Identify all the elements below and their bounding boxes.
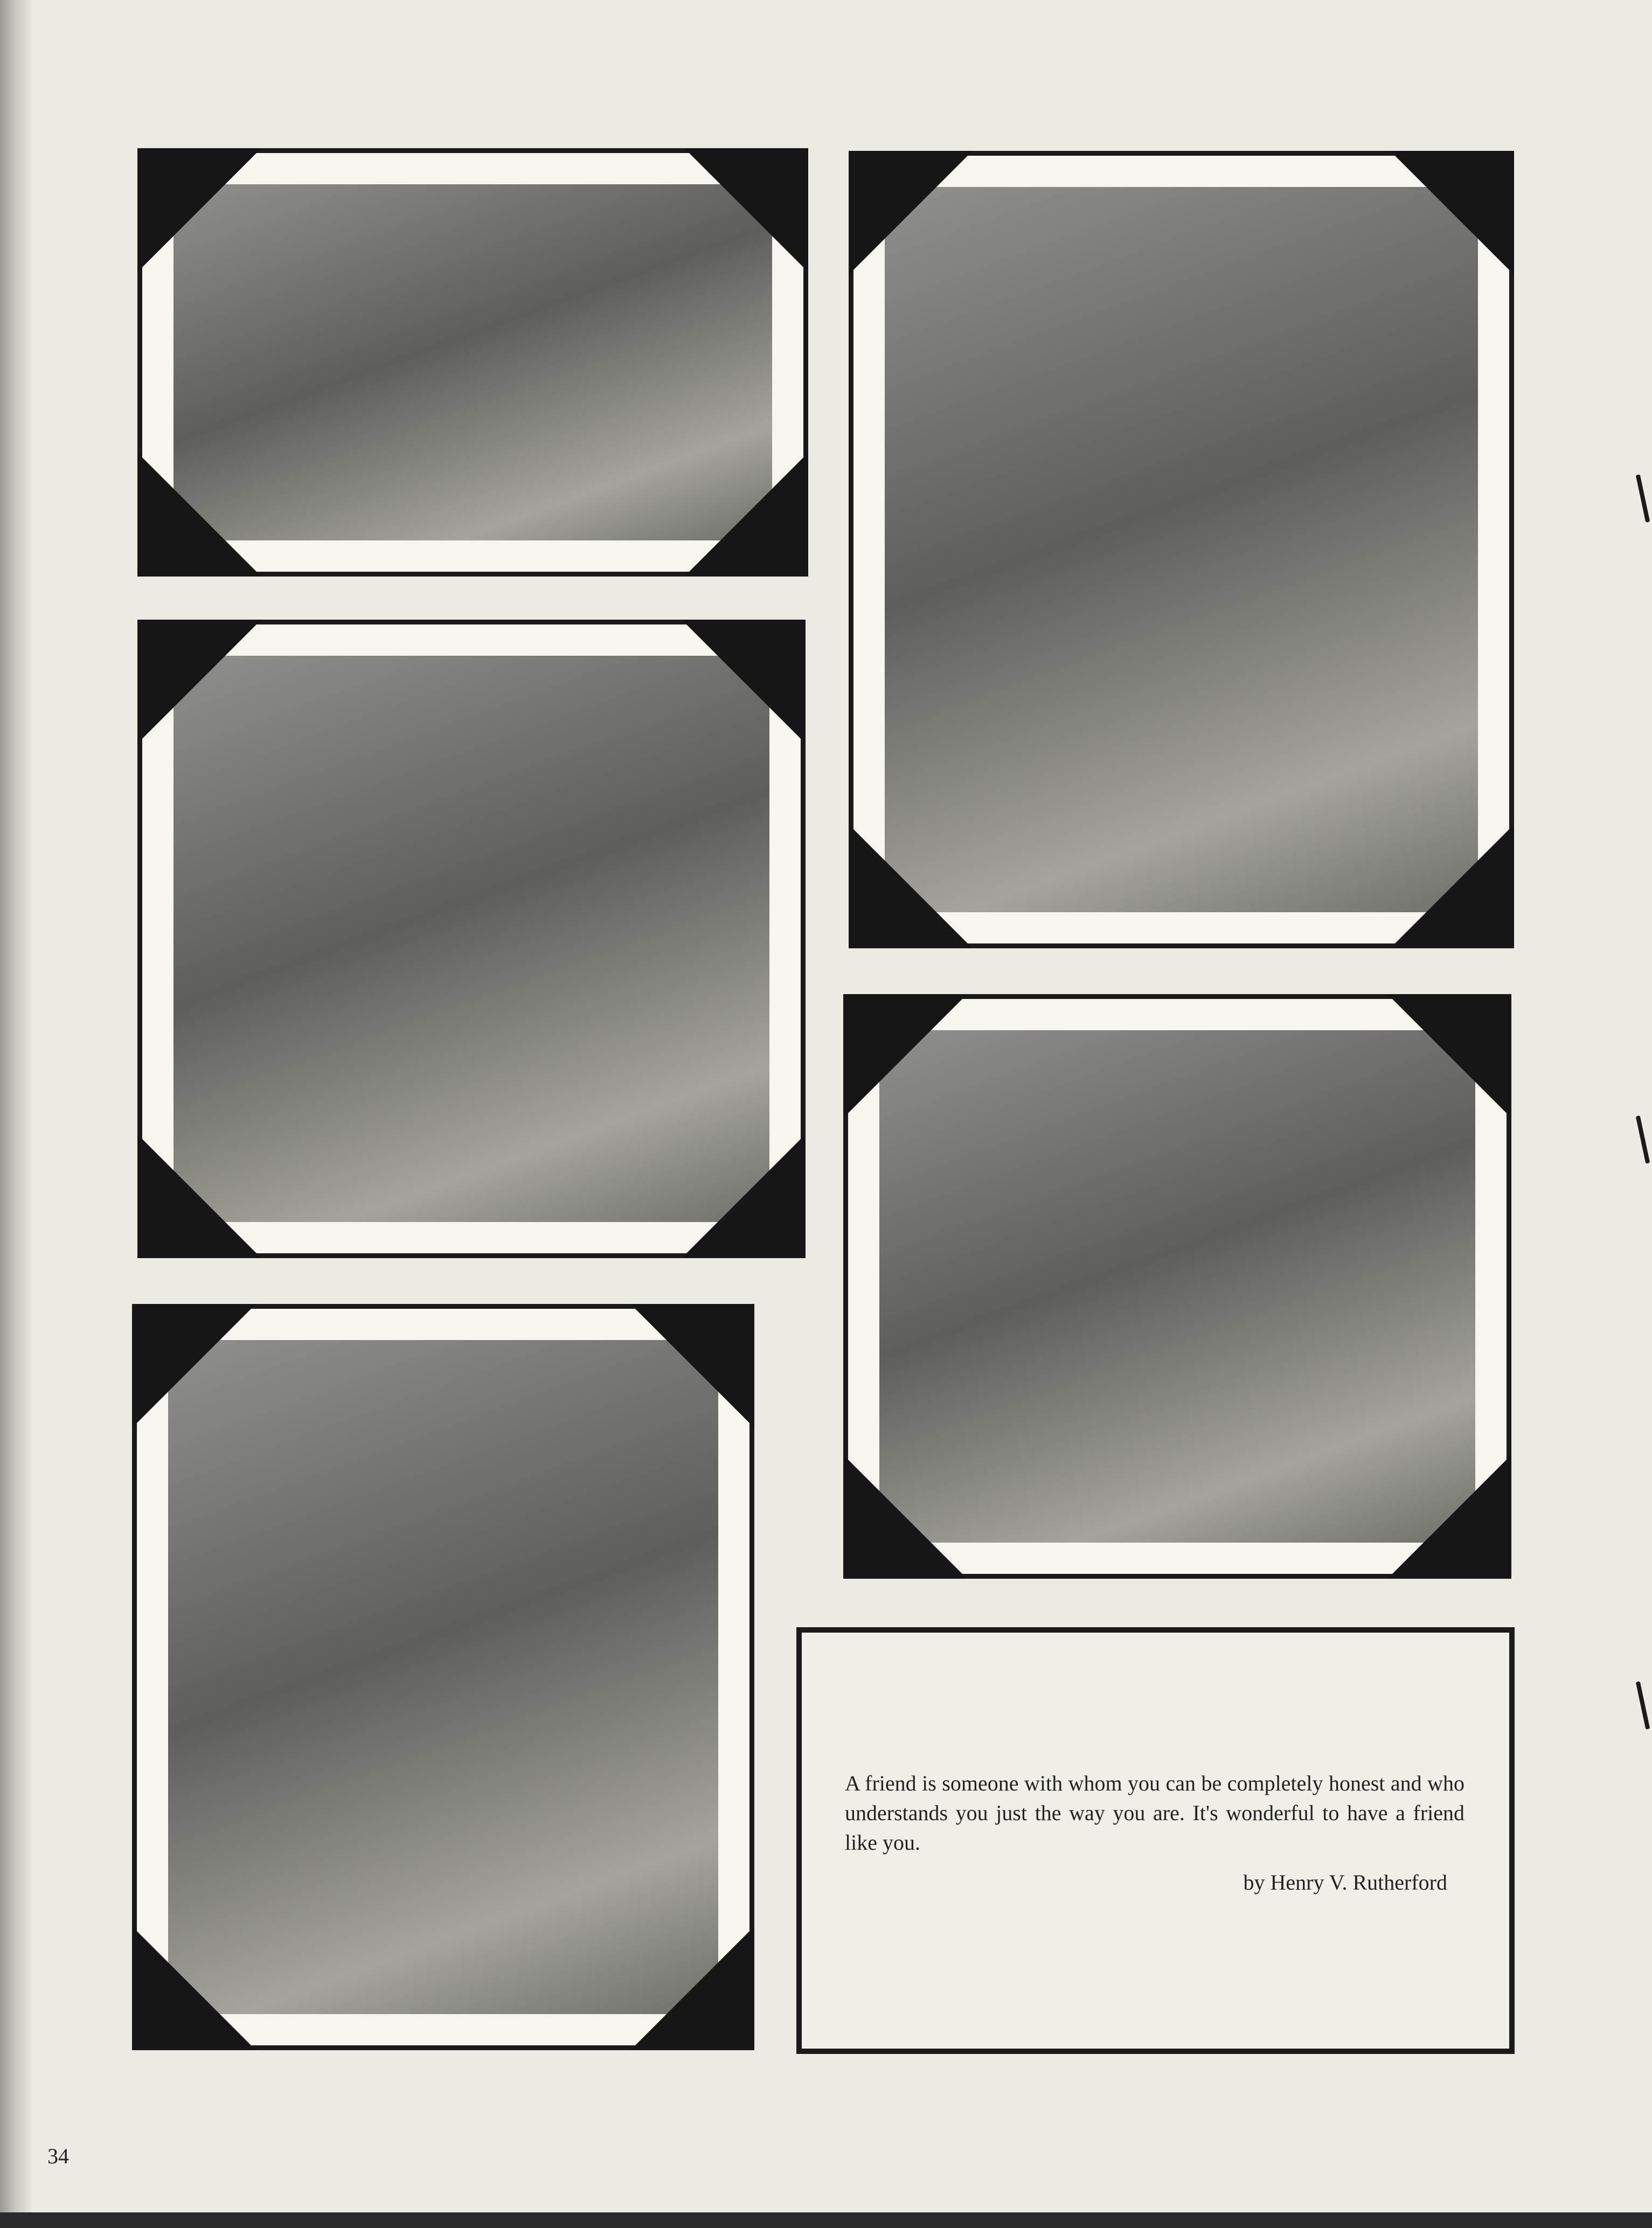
photo-image [879, 1030, 1475, 1543]
photo-girls-floor [843, 994, 1511, 1579]
edge-mark [1636, 1681, 1650, 1730]
photo-image [173, 184, 772, 540]
photo-image [168, 1340, 718, 2014]
quote-author: by Henry V. Rutherford [1243, 1870, 1447, 1894]
photo-boy-waving [849, 151, 1514, 948]
quote-box [796, 1627, 1515, 2054]
bottom-scan-edge [0, 2212, 1652, 2228]
photo-girls-hallway [137, 620, 806, 1258]
edge-mark [1636, 474, 1650, 523]
page-binding-shadow [0, 0, 31, 2228]
edge-mark [1636, 1115, 1650, 1164]
quote-text: A friend is someone with whom you can be completely honest and who understands you just the way you are. It's wonderful to have a friend like you. [845, 1771, 1464, 1855]
photo-image [173, 656, 769, 1222]
photo-girls-outdoors [132, 1304, 754, 2050]
photo-image [885, 187, 1478, 912]
page-number: 34 [47, 2144, 69, 2168]
photo-students-writing [137, 148, 808, 577]
